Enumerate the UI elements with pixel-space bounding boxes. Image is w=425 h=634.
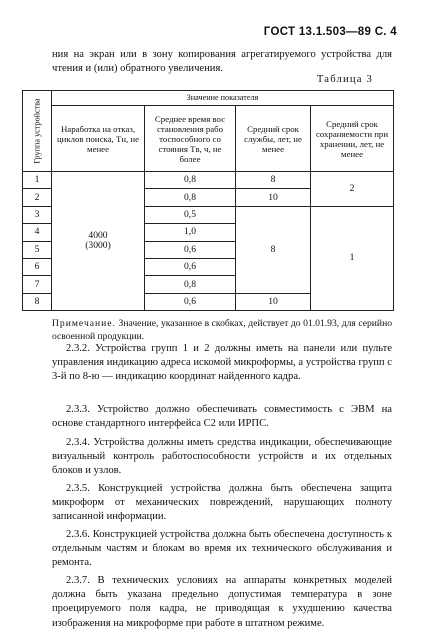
cell-avg-time: 1,0 [145, 224, 236, 241]
cell-service: 10 [236, 293, 311, 310]
cell-group: 6 [23, 258, 52, 275]
col-header-group-text: Группа устройства [32, 98, 42, 164]
col-group-header: Значение показателя [52, 91, 394, 106]
cell-group: 5 [23, 241, 52, 258]
note-label: Примечание. [52, 318, 116, 329]
page-header: ГОСТ 13.1.503—89 С. 4 [263, 26, 397, 38]
paragraph-2-3-5: 2.3.5. Конструкцией устройства должна быть обеспечена защита микроформ от механических повреждений, нарушающих полноту записанной информации. [52, 483, 392, 523]
cell-avg-time: 0,6 [145, 293, 236, 310]
col-header-avg-time: Среднее время вос становления рабо тоспособного со стояния Tв, ч, не более [145, 106, 236, 172]
cell-group: 1 [23, 172, 52, 189]
paragraph-2-3-7: 2.3.7. В технических условиях на аппараты конкретных моделей должна быть указана предельно допустимая температура в зоне проецируемого поля кадра, не приводящая к ухудшению качества изображения на микроформе при работе в штатном режиме. [52, 575, 392, 629]
cell-mtbf-value: 4000 [88, 230, 108, 242]
note-text: Значение, указанное в скобках, действует до 01.01.93, для серийно освоенной продукции. [52, 318, 392, 342]
cell-service: 8 [236, 172, 311, 189]
table-note [52, 318, 392, 343]
paragraph-2-3-6: 2.3.6. Конструкцией устройства должна быть обеспечена доступность к отдельным частям и блокам во время их технического обслуживания и ремонта. [52, 529, 392, 569]
table-row [23, 172, 394, 189]
cell-avg-time: 0,6 [145, 241, 236, 258]
cell-group: 2 [23, 189, 52, 206]
col-header-service: Средний срок службы, лет, не менее [236, 106, 311, 172]
cell-avg-time: 0,8 [145, 276, 236, 293]
cell-avg-time: 0,6 [145, 258, 236, 275]
col-header-storage: Средний срок сохраняемости при хранении, лет, не менее [311, 106, 394, 172]
paragraph-2-3-4: 2.3.4. Устройства должны иметь средства индикации, обеспечивающие визуальный контроль работоспособности устройств и их отдельных блоков и узлов. [52, 437, 392, 477]
cell-group: 8 [23, 293, 52, 310]
paragraph-2-3-2: 2.3.2. Устройства групп 1 и 2 должны иметь на панели или пульте управления индикацию адреса искомой микроформы, а устройства групп с 3-й по 8-ю — индикацию координат найденного кадра. [52, 343, 392, 383]
col-header-mtbf: Наработка на отказ, циклов поиска, Tн, не менее [52, 106, 145, 172]
cell-service: 10 [236, 189, 311, 206]
cell-mtbf-value-alt: (3000) [85, 240, 111, 252]
cell-avg-time: 0,8 [145, 189, 236, 206]
table-caption: Таблица 3 [316, 74, 373, 85]
intro-text: ния на экран или в зону копирования агрегатируемого устройства для чтения и (или) обратного увеличения. [52, 49, 392, 75]
cell-group: 3 [23, 206, 52, 223]
cell-service: 8 [236, 206, 311, 293]
cell-avg-time: 0,8 [145, 172, 236, 189]
data-table [22, 90, 394, 311]
cell-mtbf [52, 172, 145, 311]
col-header-group [23, 91, 52, 172]
cell-avg-time: 0,5 [145, 206, 236, 223]
cell-group: 4 [23, 224, 52, 241]
cell-storage: 1 [311, 206, 394, 310]
cell-group: 7 [23, 276, 52, 293]
paragraph-2-3-3: 2.3.3. Устройство должно обеспечивать совместимость с ЭВМ на основе стандартного интерфейса С2 или ИРПС. [52, 404, 392, 430]
cell-storage: 2 [311, 172, 394, 207]
